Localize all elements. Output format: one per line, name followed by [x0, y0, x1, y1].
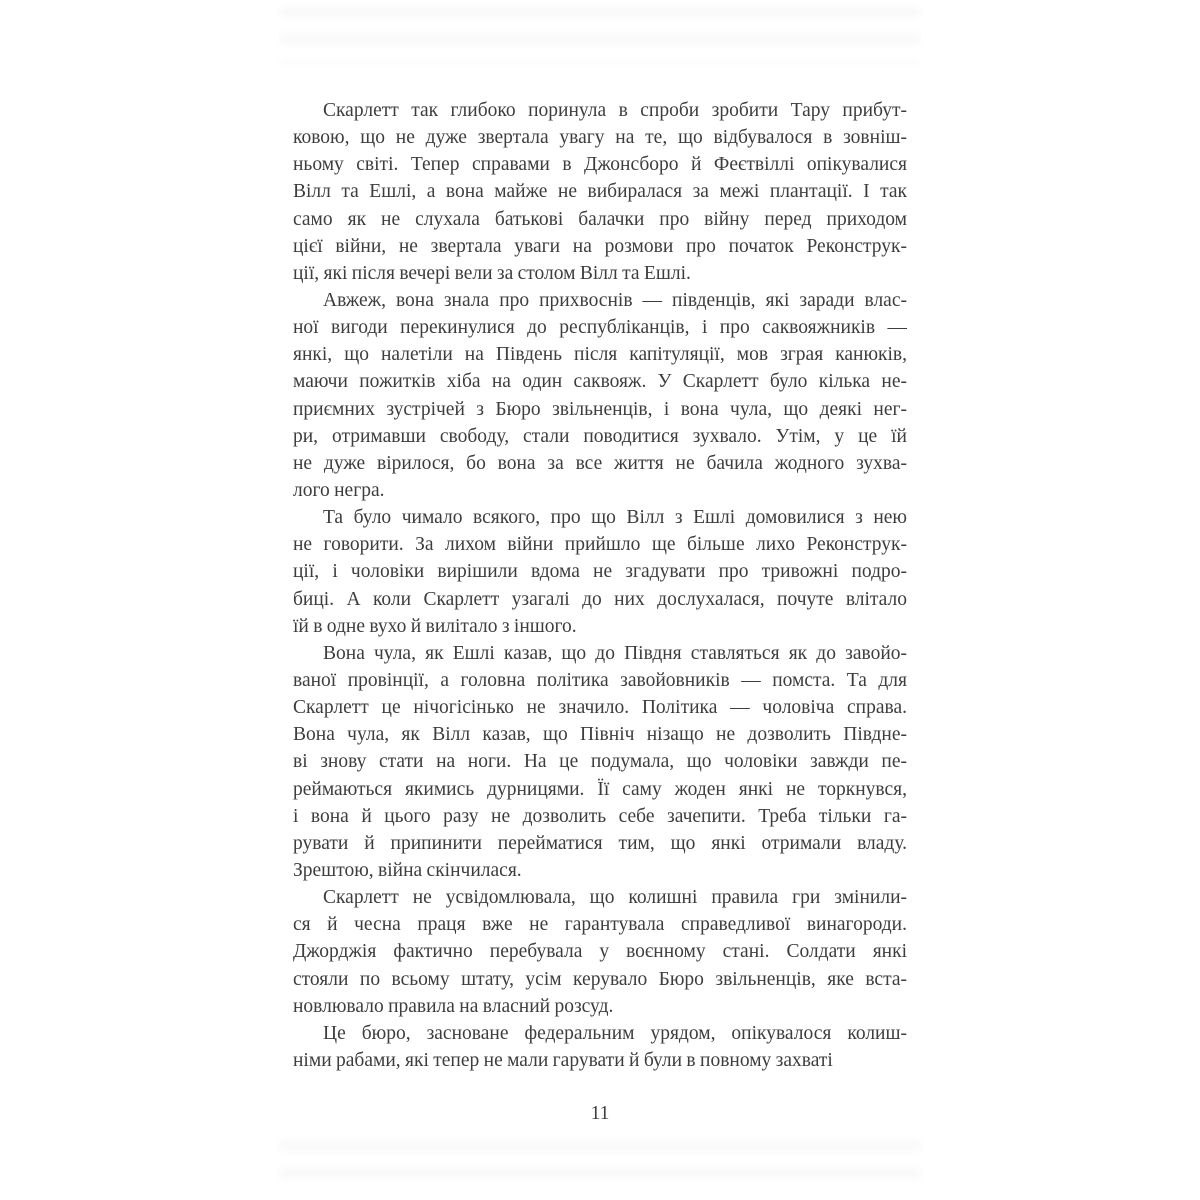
text-line: ції, і чоловіки вирішили вдома не згадувати про тривожні подро-: [293, 561, 907, 583]
text-line: новлювало правила на власний розсуд.: [293, 995, 614, 1017]
text-line: Вілл та Ешлі, а вона майже не вибиралася за межі плантації. І так: [293, 181, 907, 203]
text-line: лого негра.: [293, 479, 385, 501]
text-line: рувати й припинити перейматися тим, що янкі отримали владу.: [293, 832, 907, 854]
text-line: не говорити. За лихом війни прийшло ще більше лихо Реконструк-: [293, 534, 907, 556]
text-line: янкі, що налетіли на Південь після капітуляції, мов зграя канюків,: [293, 344, 907, 366]
text-line: німи рабами, які тепер не мали гарувати й були в повному захваті: [293, 1049, 833, 1071]
text-line: стояли по всьому штату, усім керувало Бюро звільненців, яке вста-: [293, 968, 907, 990]
text-line: само як не слухала батькові балачки про війну перед приходом: [293, 208, 907, 230]
text-line: ковою, що не дуже звертала увагу на те, що відбувалося в зовніш-: [293, 127, 907, 149]
text-line: ся й чесна праця вже не гарантувала справедливої винагороди.: [293, 914, 907, 936]
text-line: ві знову стати на ноги. На це подумала, що чоловіки завжди пе-: [293, 751, 907, 773]
text-block: [293, 97, 907, 1074]
text-line: Авжеж, вона знала про прихвоснів — південців, які заради влас-: [323, 289, 907, 311]
text-line: Скарлетт так глибоко поринула в спроби зробити Тару прибут-: [323, 100, 907, 121]
text-line: приємних зустрічей з Бюро звільненців, і вона чула, що деякі нег-: [293, 398, 907, 420]
text-line: не дуже вірилося, бо вона за все життя не бачила жодного зухва-: [293, 452, 907, 474]
text-line: Вона чула, як Ешлі казав, що до Півдня ставляться як до завойо-: [323, 642, 907, 664]
text-line: їй в одне вухо й вилітало з іншого.: [293, 615, 577, 637]
text-line: Скарлетт це нічогісінько не значило. Політика — чоловіча справа.: [293, 697, 907, 719]
text-line: ції, які після вечері вели за столом Вілл та Ешлі.: [293, 262, 691, 284]
text-line: Вона чула, як Вілл казав, що Північ нізащо не дозволить Півдне-: [293, 724, 907, 746]
text-line: биці. А коли Скарлетт узагалі до них дослухалася, почуте влітало: [293, 588, 907, 610]
text-line: і вона й цього разу не дозволить себе зачепити. Треба тільки га-: [293, 805, 907, 827]
text-line: Це бюро, засноване федеральним урядом, опікувалося колиш-: [323, 1022, 907, 1044]
text-line: цієї війни, не звертала уваги на розмови про початок Реконструк-: [293, 235, 907, 257]
text-line: Скарлетт не усвідомлювала, що колишні правила гри змінили-: [323, 887, 907, 909]
text-line: ної вигоди перекинулися до республіканців, і про саквояжників —: [293, 317, 907, 339]
text-line: ри, отримавши свободу, стали поводитися зухвало. Утім, у це їй: [293, 425, 907, 447]
page-showthrough-top: [280, 6, 920, 64]
text-line: ньому світі. Тепер справами в Джонсборо й Феєтвіллі опікувалися: [293, 154, 907, 176]
page-showthrough-bottom: [280, 1140, 920, 1184]
page-number: 11: [590, 1103, 610, 1124]
text-line: Та було чимало всякого, про що Вілл з Ешлі домовилися з нею: [323, 507, 907, 529]
text-line: реймаються якимись дурницями. Її саму жоден янкі не торкнувся,: [293, 778, 907, 800]
text-line: Джорджія фактично перебувала у воєнному стані. Солдати янкі: [293, 941, 907, 963]
text-line: Зрештою, війна скінчилася.: [293, 859, 522, 881]
text-line: ваної провінції, а головна політика завойовників — помста. Та для: [293, 669, 907, 691]
text-line: маючи пожитків хіба на один саквояж. У Скарлетт було кілька не-: [293, 371, 907, 393]
